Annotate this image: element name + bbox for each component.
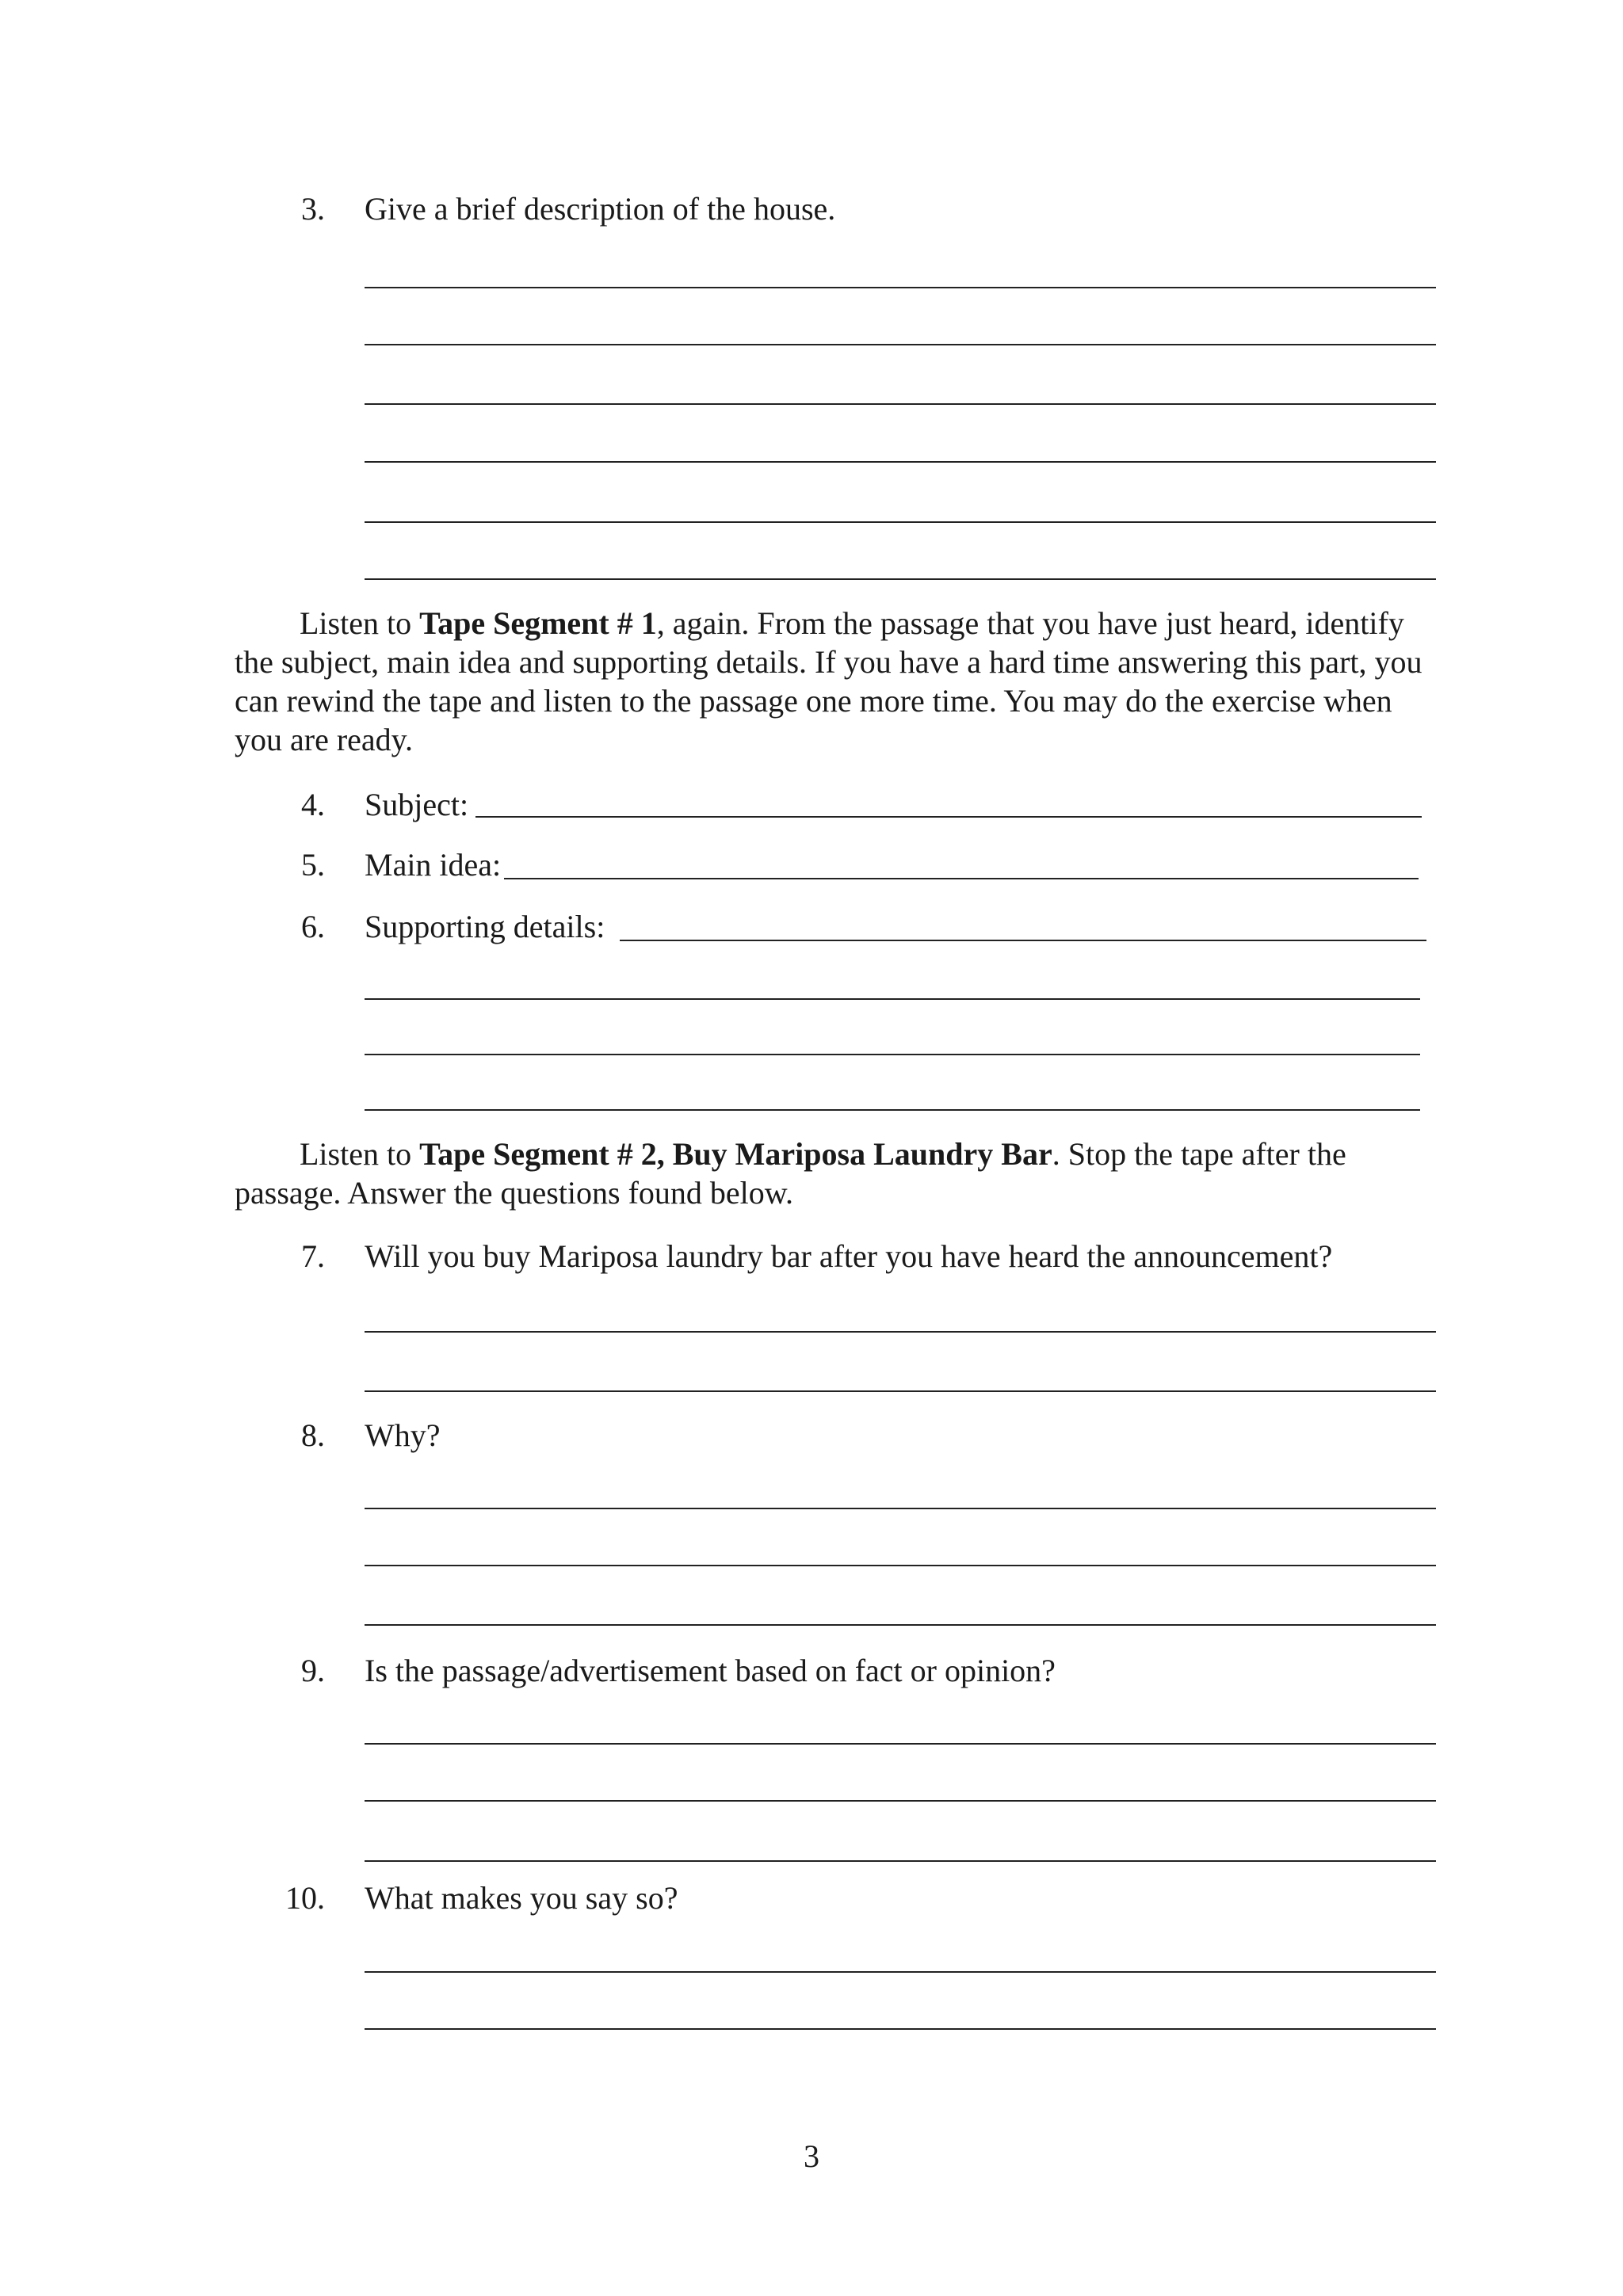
answer-line[interactable] (365, 1624, 1436, 1626)
question-4-text: Subject: (365, 787, 469, 822)
instruction-body: , again. From the passage that you have just heard, identify the subject, main idea and supporting details. If you have a hard time answering this part, you can rewind the tape and listen to the passage one more time. You may do the exercise when you are ready. (235, 605, 1423, 757)
instruction-lead: Listen to (300, 1136, 420, 1172)
answer-line[interactable] (365, 1331, 1436, 1333)
question-10-text: What makes you say so? (365, 1880, 678, 1916)
main-idea-answer-line[interactable] (504, 878, 1419, 879)
answer-line[interactable] (365, 461, 1436, 463)
answer-line[interactable] (365, 1800, 1436, 1802)
question-8-text: Why? (365, 1417, 441, 1453)
answer-line[interactable] (365, 521, 1436, 523)
answer-line[interactable] (365, 287, 1436, 288)
answer-line[interactable] (365, 1508, 1436, 1509)
question-9-text: Is the passage/advertisement based on fact or opinion? (365, 1653, 1056, 1688)
answer-line[interactable] (365, 1109, 1420, 1111)
instruction-lead: Listen to (300, 605, 420, 641)
question-6-number: 6. (301, 909, 325, 944)
answer-line[interactable] (365, 1390, 1436, 1392)
answer-line[interactable] (365, 998, 1420, 1000)
tape-segment-1-label: Tape Segment # 1 (419, 605, 657, 641)
question-4-number: 4. (301, 787, 325, 822)
question-7-text: Will you buy Mariposa laundry bar after you have heard the announcement? (365, 1238, 1333, 1274)
question-3-number: 3. (301, 191, 325, 227)
instruction-paragraph-1 (235, 604, 1439, 759)
answer-line[interactable] (365, 344, 1436, 345)
page-number: 3 (804, 2138, 819, 2174)
question-8-number: 8. (301, 1417, 325, 1453)
answer-line[interactable] (365, 2028, 1436, 2030)
instruction-paragraph-2 (235, 1135, 1439, 1212)
answer-line[interactable] (365, 1565, 1436, 1566)
question-10-number: 10. (285, 1880, 325, 1916)
answer-line[interactable] (365, 1743, 1436, 1745)
question-7-number: 7. (301, 1238, 325, 1274)
answer-line[interactable] (365, 578, 1436, 580)
subject-answer-line[interactable] (475, 816, 1422, 818)
answer-line[interactable] (365, 1054, 1420, 1055)
question-9-number: 9. (301, 1653, 325, 1688)
answer-line[interactable] (365, 1860, 1436, 1862)
question-6-text: Supporting details: (365, 909, 605, 944)
question-5-number: 5. (301, 847, 325, 883)
question-3-text: Give a brief description of the house. (365, 191, 836, 227)
answer-line[interactable] (365, 403, 1436, 405)
answer-line[interactable] (365, 1971, 1436, 1973)
supporting-details-answer-line[interactable] (620, 940, 1426, 941)
question-5-text: Main idea: (365, 847, 502, 883)
instruction-body: . Stop the tape after the passage. Answer the questions found below. (235, 1136, 1346, 1211)
tape-segment-2-label: Tape Segment # 2, Buy Mariposa Laundry Bar (419, 1136, 1052, 1172)
